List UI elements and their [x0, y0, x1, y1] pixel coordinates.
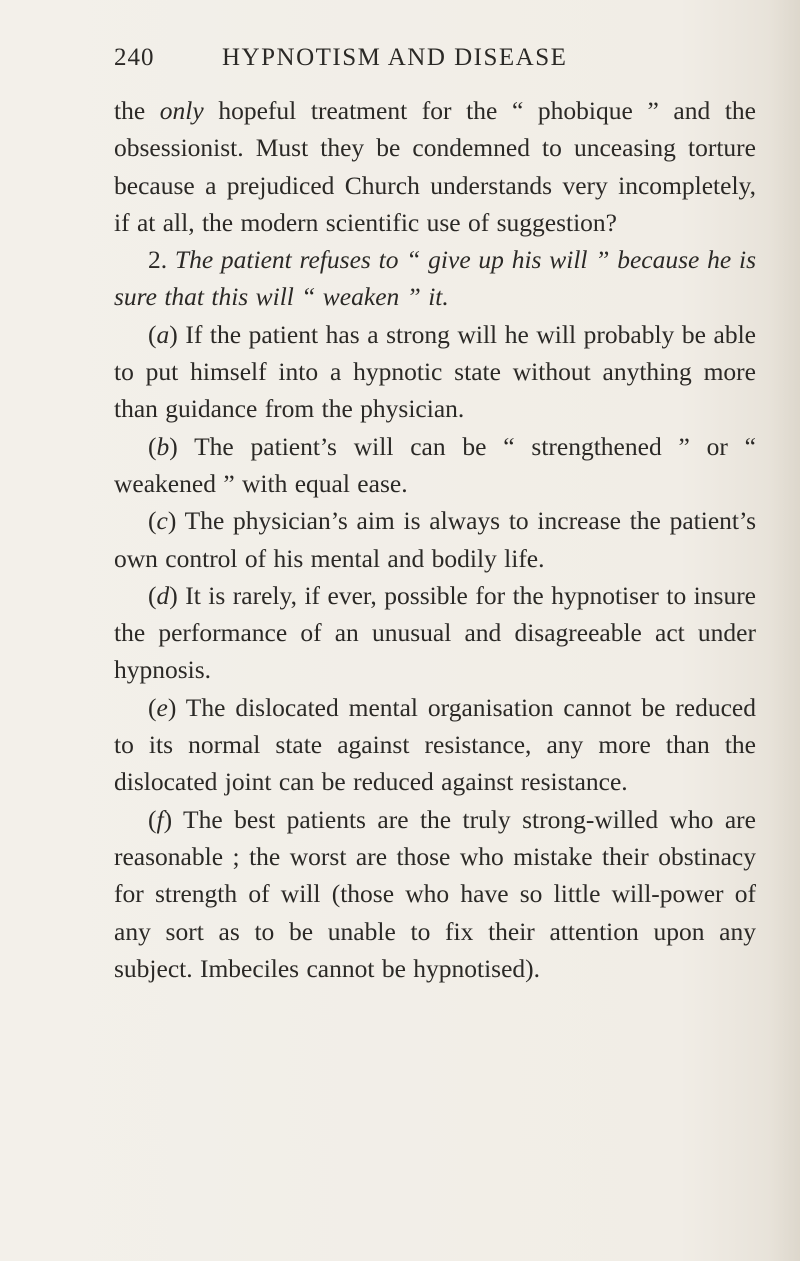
- paren: ): [169, 319, 178, 349]
- point-number: 2.: [148, 245, 175, 275]
- paren: (: [148, 319, 157, 349]
- paren: ): [169, 580, 178, 610]
- paren: (: [148, 804, 157, 834]
- item-letter: d: [156, 580, 170, 610]
- item-text: It is rarely, if ever, possible for the hypnotiser to insure the performance of an unusual and disagreeable act under hypnosis.: [114, 580, 756, 685]
- paren: (: [148, 580, 157, 610]
- paragraph-a: [114, 316, 756, 428]
- item-text: The best patients are the truly strong-willed who are reasonable ; the worst are those who mistake their obstinacy for strength of will (those who have so little will-power of any sort as to be unable to fix their attention upon any subject. Imbeciles cannot be hypnotised).: [114, 804, 756, 983]
- paragraph-b: [114, 428, 756, 503]
- text-run: hopeful treatment for the “ phobique ” and the obsessionist. Must they be condemned to unceasing torture because a prejudiced Church understands very incompletely, if at all, the modern scientific use of suggestion?: [114, 96, 757, 237]
- item-text: The physician’s aim is always to increase the patient’s own control of his mental and bodily life.: [114, 506, 756, 573]
- running-title: HYPNOTISM AND DISEASE: [222, 44, 568, 71]
- paren: ): [167, 692, 177, 722]
- paragraph-d: [114, 577, 756, 689]
- paren: ): [167, 506, 177, 536]
- paren: ): [169, 431, 178, 461]
- paren: (: [148, 431, 157, 461]
- paragraph-point-2: [114, 241, 756, 316]
- item-text: The patient’s will can be “ strengthened ” or “ weakened ” with equal ease.: [114, 431, 756, 498]
- item-text: The dislocated mental organisation cannot be reduced to its normal state against resistance, any more than the dislocated joint can be reduced against resistance.: [114, 692, 756, 797]
- page-number: 240: [114, 44, 155, 71]
- item-letter: e: [156, 692, 168, 722]
- paragraph-e: [114, 689, 756, 801]
- page-header: [114, 44, 754, 78]
- text-run: the: [114, 96, 160, 125]
- body-text: [114, 92, 756, 987]
- item-letter: a: [156, 319, 170, 349]
- item-letter: b: [156, 431, 170, 461]
- paragraph-c: [114, 502, 756, 577]
- item-letter: c: [156, 506, 168, 536]
- paragraph-f: [114, 801, 756, 987]
- paragraph-continuation: [114, 92, 756, 241]
- italic-heading: The patient refuses to “ give up his will ” because he is sure that this will “ weaken ” it.: [114, 245, 757, 312]
- paren: (: [148, 692, 157, 722]
- item-text: If the patient has a strong will he will probably be able to put himself into a hypnotic state without anything more than guidance from the physician.: [114, 319, 756, 424]
- paren: ): [163, 804, 173, 834]
- paren: (: [148, 506, 157, 536]
- item-letter: f: [156, 804, 164, 834]
- italic-emphasis: only: [159, 96, 204, 125]
